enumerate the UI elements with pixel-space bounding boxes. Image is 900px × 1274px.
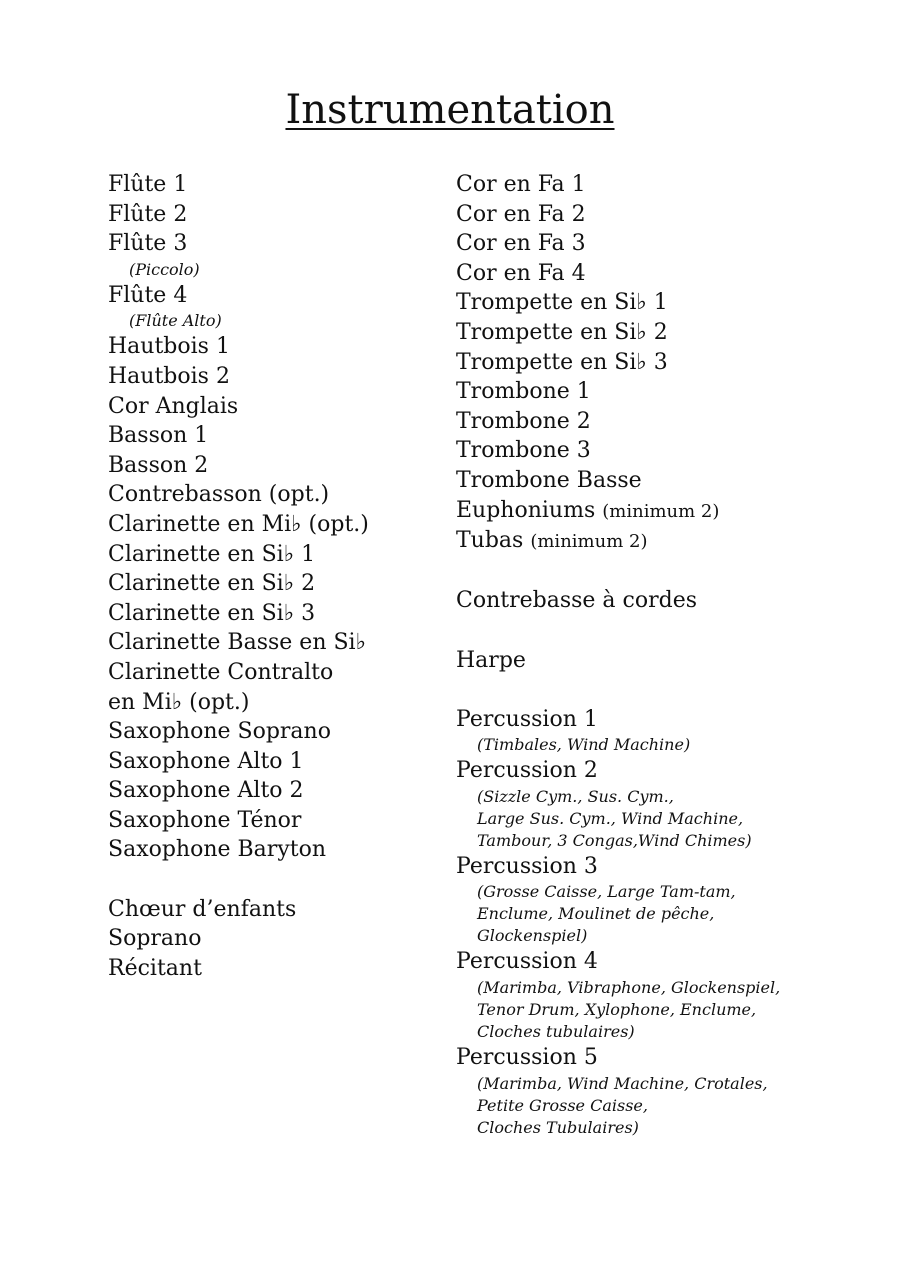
instrument-name: Tubas (456, 528, 524, 554)
percussion-item: Percussion 2 (456, 758, 598, 784)
percussion-note: Cloches tubulaires) (477, 1022, 635, 1042)
instrument-item: Basson 1 (108, 423, 209, 449)
percussion-note: Petite Grosse Caisse, (477, 1095, 648, 1115)
instrument-item: Saxophone Alto 2 (108, 778, 304, 804)
percussion-note: (Sizzle Cym., Sus. Cym., (477, 786, 674, 806)
instrument-item: Saxophone Alto 1 (108, 748, 304, 774)
instrument-note: (Flûte Alto) (129, 311, 222, 331)
instrument-item: Clarinette en Si♭ 2 (108, 571, 316, 597)
percussion-note: (Marimba, Wind Machine, Crotales, (477, 1073, 768, 1093)
instrument-name: Euphoniums (456, 497, 596, 523)
instrument-item: Trombone 3 (456, 438, 591, 464)
instrument-note: (minimum 2) (602, 500, 720, 522)
spacer (108, 865, 438, 895)
instrument-item: Clarinette Contralto (108, 659, 334, 685)
instrument-item: Contrebasson (opt.) (108, 482, 330, 508)
instrument-item: Hautbois 1 (108, 334, 230, 360)
percussion-note: Cloches Tubulaires) (477, 1117, 639, 1137)
instrument-note: (minimum 2) (530, 531, 648, 553)
spacer (456, 675, 816, 705)
percussion-item: Percussion 5 (456, 1045, 598, 1071)
instrument-item: Chœur d’enfants (108, 896, 297, 922)
instrument-item (456, 496, 816, 527)
instrument-item: Cor en Fa 3 (456, 231, 586, 257)
spacer (456, 616, 816, 646)
instrument-item: Trompette en Si♭ 2 (456, 319, 668, 345)
instrument-item: Saxophone Baryton (108, 837, 327, 863)
instrument-item: Clarinette Basse en Si♭ (108, 630, 366, 656)
instrument-item: Trombone 1 (456, 379, 591, 405)
instrument-item: Trompette en Si♭ 1 (456, 290, 668, 316)
page-title: Instrumentation (285, 87, 615, 133)
instrument-item: Basson 2 (108, 452, 209, 478)
instrument-item: Flûte 1 (108, 172, 188, 197)
instrument-item: Clarinette en Si♭ 1 (108, 541, 316, 567)
instrument-list-left (108, 170, 438, 983)
instrument-item: Trombone Basse (456, 467, 642, 493)
instrument-item: en Mi♭ (opt.) (108, 689, 250, 715)
percussion-item: Percussion 4 (456, 949, 598, 975)
instrument-item: Clarinette en Mi♭ (opt.) (108, 511, 369, 537)
instrument-item: Flûte 2 (108, 201, 188, 227)
percussion-note: (Grosse Caisse, Large Tam-tam, (477, 882, 736, 902)
spacer (456, 557, 816, 587)
instrument-item: Flûte 4 (108, 282, 188, 308)
instrument-item: Saxophone Ténor (108, 807, 302, 833)
instrument-item: Trombone 2 (456, 408, 591, 434)
instrument-item: Cor en Fa 4 (456, 260, 586, 286)
instrument-item: Contrebasse à cordes (456, 588, 698, 614)
instrument-item: Cor en Fa 1 (456, 172, 586, 197)
percussion-note: Enclume, Moulinet de pêche, (477, 904, 715, 924)
instrument-item: Clarinette en Si♭ 3 (108, 600, 316, 626)
instrument-note: (Piccolo) (129, 259, 200, 279)
instrument-item: Saxophone Soprano (108, 719, 331, 745)
instrument-item: Harpe (456, 647, 526, 673)
percussion-note: Large Sus. Cym., Wind Machine, (477, 808, 744, 828)
instrument-item (456, 526, 816, 557)
instrument-item: Hautbois 2 (108, 363, 230, 389)
percussion-item: Percussion 1 (456, 706, 598, 732)
percussion-note: Tambour, 3 Congas,Wind Chimes) (477, 830, 752, 850)
instrument-item: Trompette en Si♭ 3 (456, 349, 668, 375)
percussion-note: Glockenspiel) (477, 926, 588, 946)
instrument-item: Flûte 3 (108, 231, 188, 257)
percussion-note: (Marimba, Vibraphone, Glockenspiel, (477, 978, 781, 998)
instrument-list-right (456, 170, 816, 1139)
percussion-item: Percussion 3 (456, 853, 598, 879)
percussion-note: (Timbales, Wind Machine) (477, 735, 691, 755)
instrument-item: Cor Anglais (108, 393, 239, 419)
instrument-item: Récitant (108, 955, 202, 981)
instrument-item: Cor en Fa 2 (456, 201, 586, 227)
instrument-item: Soprano (108, 926, 202, 952)
percussion-note: Tenor Drum, Xylophone, Enclume, (477, 1000, 757, 1020)
